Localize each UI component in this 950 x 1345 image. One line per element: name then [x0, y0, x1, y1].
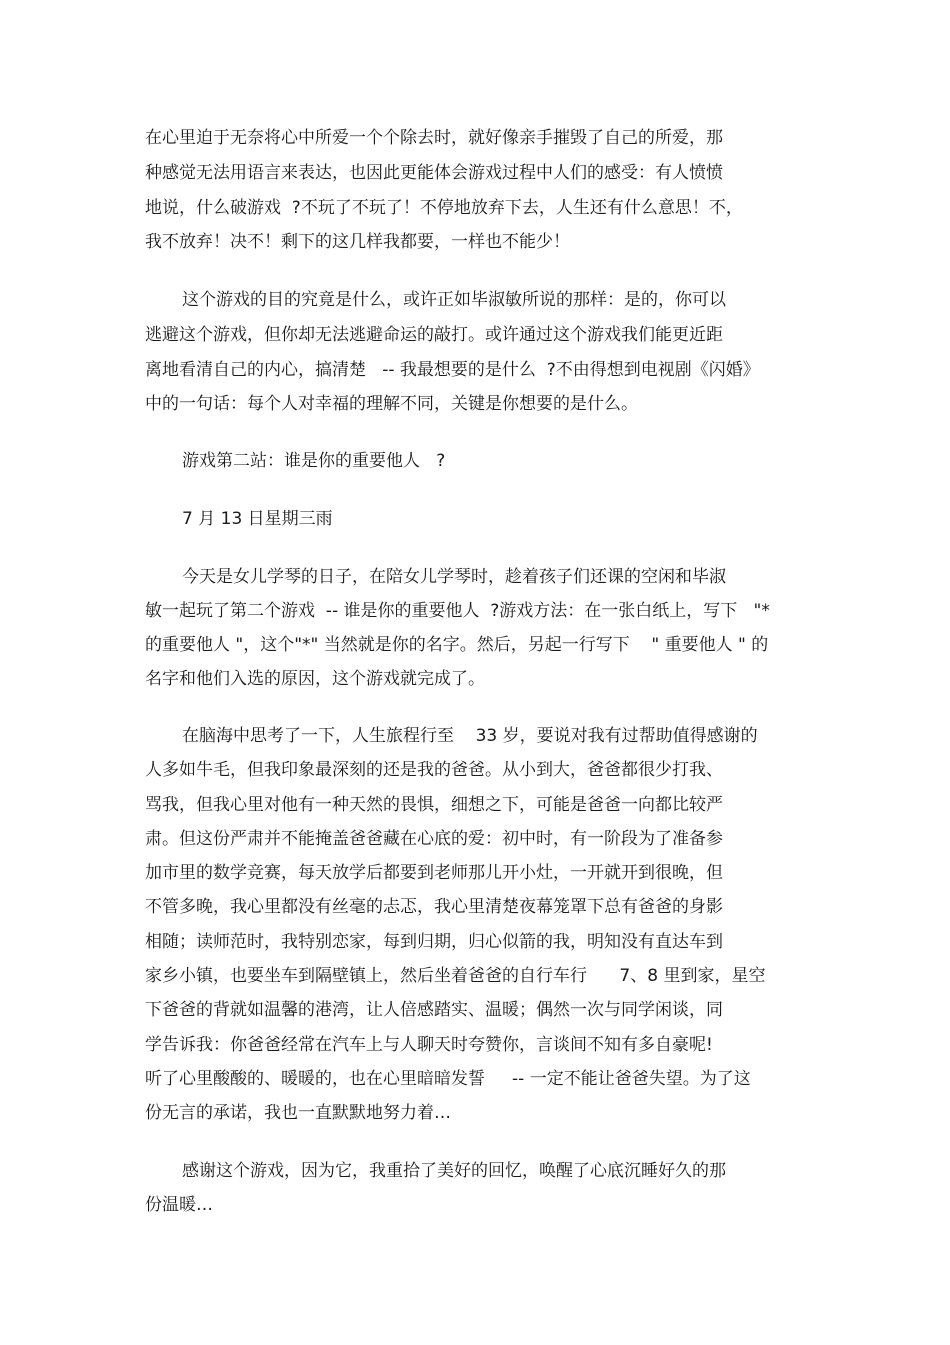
- paragraph-6-line-5: 加市里的数学竞赛，每天放学后都要到老师那儿开小灶，一开就开到很晚，但: [145, 863, 723, 883]
- paragraph-1-line-4: 我不放弃！决不！剩下的这几样我都要，一样也不能少！: [145, 232, 570, 252]
- paragraph-6-line-7: 相随；读师范时，我特别恋家，每到归期，归心似箭的我，明知没有直达车到: [145, 932, 723, 952]
- paragraph-5-line-3: 的重要他人 "，这个"*" 当然就是你的名字。然后，另起一行写下 " 重要他人 " 的: [145, 635, 769, 655]
- section-heading: 游戏第二站：谁是你的重要他人 ?: [182, 451, 446, 471]
- paragraph-6-line-6: 不管多晚，我心里都没有丝毫的忐忑，我心里清楚夜幕笼罩下总有爸爸的身影: [145, 897, 723, 917]
- paragraph-6-line-9: 下爸爸的背就如温馨的港湾，让人倍感踏实、温暖；偶然一次与同学闲谈，同: [145, 1000, 723, 1020]
- diary-date: 7 月 13 日星期三雨: [182, 509, 333, 529]
- paragraph-2-line-4: 中的一句话：每个人对幸福的理解不同，关键是你想要的是什么。: [145, 394, 638, 414]
- paragraph-2-line-2: 逃避这个游戏，但你却无法逃避命运的敲打。或许通过这个游戏我们能更近距: [145, 325, 723, 345]
- paragraph-5-line-1: 今天是女儿学琴的日子，在陪女儿学琴时，趁着孩子们还课的空闲和毕淑: [182, 567, 726, 587]
- paragraph-6-line-3: 骂我，但我心里对他有一种天然的畏惧，细想之下，可能是爸爸一向都比较严: [145, 795, 723, 815]
- paragraph-6-line-1: 在脑海中思考了一下，人生旅程行至 33 岁，要说对我有过帮助值得感谢的: [182, 726, 758, 746]
- paragraph-7-line-1: 感谢这个游戏，因为它，我重拾了美好的回忆，唤醒了心底沉睡好久的那: [182, 1161, 726, 1181]
- paragraph-5-line-4: 名字和他们入选的原因，这个游戏就完成了。: [145, 669, 485, 689]
- paragraph-6-line-11: 听了心里酸酸的、暖暖的，也在心里暗暗发誓 -- 一定不能让爸爸失望。为了这: [145, 1069, 751, 1089]
- paragraph-5-line-2: 敏一起玩了第二个游戏 -- 谁是你的重要他人 ?游戏方法：在一张白纸上，写下 "*: [145, 601, 770, 621]
- paragraph-1-line-2: 种感觉无法用语言来表达，也因此更能体会游戏过程中人们的感受：有人愤愤: [145, 163, 723, 183]
- paragraph-6-line-4: 肃。但这份严肃并不能掩盖爸爸藏在心底的爱：初中时，有一阶段为了准备参: [145, 829, 723, 849]
- paragraph-7-line-2: 份温暖…: [145, 1195, 213, 1215]
- paragraph-6-line-12: 份无言的承诺，我也一直默默地努力着…: [145, 1103, 451, 1123]
- paragraph-6-line-10: 学告诉我：你爸爸经常在汽车上与人聊天时夸赞你，言谈间不知有多自豪呢!: [145, 1035, 713, 1055]
- paragraph-2-line-1: 这个游戏的目的究竟是什么，或许正如毕淑敏所说的那样：是的，你可以: [182, 290, 726, 310]
- paragraph-1-line-1: 在心里迫于无奈将心中所爱一个个除去时，就好像亲手摧毁了自己的所爱，那: [145, 128, 723, 148]
- paragraph-6-line-2: 人多如牛毛，但我印象最深刻的还是我的爸爸。从小到大，爸爸都很少打我、: [145, 760, 723, 780]
- paragraph-1-line-3: 地说，什么破游戏 ?不玩了不玩了！不停地放弃下去，人生还有什么意思！不，: [145, 198, 743, 218]
- paragraph-2-line-3: 离地看清自己的内心，搞清楚 -- 我最想要的是什么 ?不由得想到电视剧《闪婚》: [145, 360, 760, 380]
- paragraph-6-line-8: 家乡小镇，也要坐车到隔壁镇上，然后坐着爸爸的自行车行 7、8 里到家，星空: [145, 966, 766, 986]
